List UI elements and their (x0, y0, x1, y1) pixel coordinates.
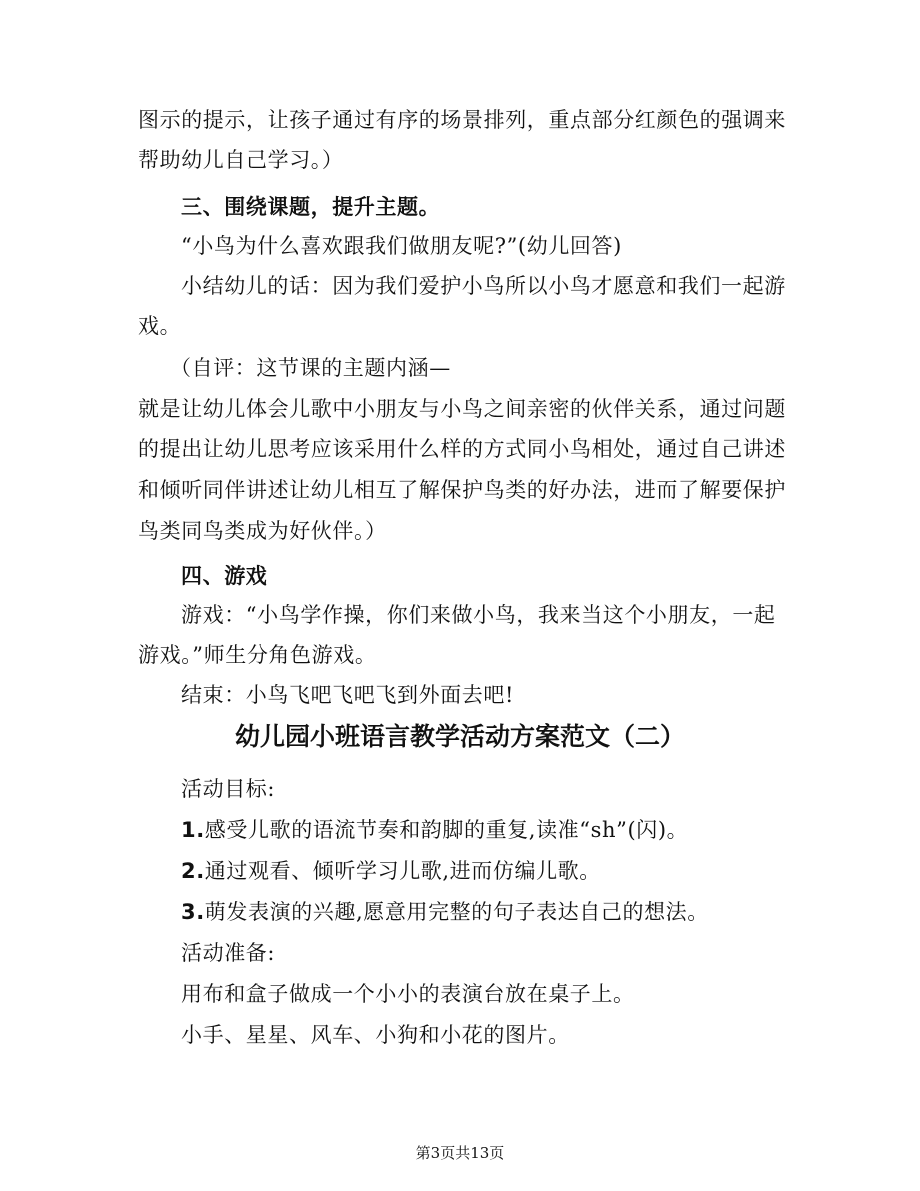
paragraph-line: 游戏：“小鸟学作操，你们来做小鸟，我来当这个小朋友，一起 (181, 603, 776, 627)
paragraph-line: 小结幼儿的话：因为我们爱护小鸟所以小鸟才愿意和我们一起游 (181, 274, 786, 298)
goals-label: 活动目标: (181, 777, 276, 801)
goal-number: 3. (181, 900, 205, 924)
paragraph-line: 和倾听同伴讲述让幼儿相互了解保护鸟类的好办法，进而了解要保护 (138, 478, 786, 502)
goal-number: 2. (181, 859, 205, 883)
goal-item (181, 816, 688, 844)
paragraph-line: 的提出让幼儿思考应该采用什么样的方式同小鸟相处，通过自己讲述 (138, 437, 786, 461)
page-footer: 第3页共13页 (415, 1144, 505, 1162)
prep-label: 活动准备: (181, 941, 276, 965)
goal-text: 萌发表演的兴趣,愿意用完整的句子表达自己的想法。 (204, 900, 709, 924)
paragraph-line: 就是让幼儿体会儿歌中小朋友与小鸟之间亲密的伙伴关系，通过问题 (138, 397, 786, 421)
section-heading: 四、游戏 (181, 563, 268, 588)
goal-item (181, 857, 601, 885)
goal-text: 感受儿歌的语流节奏和韵脚的重复,读准“sh”(闪)。 (204, 818, 689, 842)
goal-item (181, 898, 709, 926)
paragraph-line: “小鸟为什么喜欢跟我们做朋友呢?”(幼儿回答) (181, 234, 622, 258)
paragraph-line: 图示的提示，让孩子通过有序的场景排列，重点部分红颜色的强调来 (138, 108, 786, 132)
paragraph-line: 戏。 (138, 314, 182, 338)
paragraph-line: （自评：这节课的主题内涵— (170, 356, 451, 380)
paragraph-line: 鸟类同鸟类成为好伙伴。） (138, 519, 387, 543)
prep-item: 小手、星星、风车、小狗和小花的图片。 (181, 1023, 570, 1047)
paragraph-line: 结束：小鸟飞吧飞吧飞到外面去吧! (181, 683, 515, 707)
paragraph-line: 帮助幼儿自己学习。） (138, 148, 344, 172)
section-heading: 三、围绕课题，提升主题。 (181, 194, 441, 219)
goal-text: 通过观看、倾听学习儿歌,进而仿编儿歌。 (204, 859, 601, 883)
section-title: 幼儿园小班语言教学活动方案范文（二） (234, 722, 685, 751)
goal-number: 1. (181, 818, 205, 842)
prep-item: 用布和盒子做成一个小小的表演台放在桌子上。 (181, 982, 635, 1006)
paragraph-line: 游戏。”师生分角色游戏。 (138, 643, 377, 667)
